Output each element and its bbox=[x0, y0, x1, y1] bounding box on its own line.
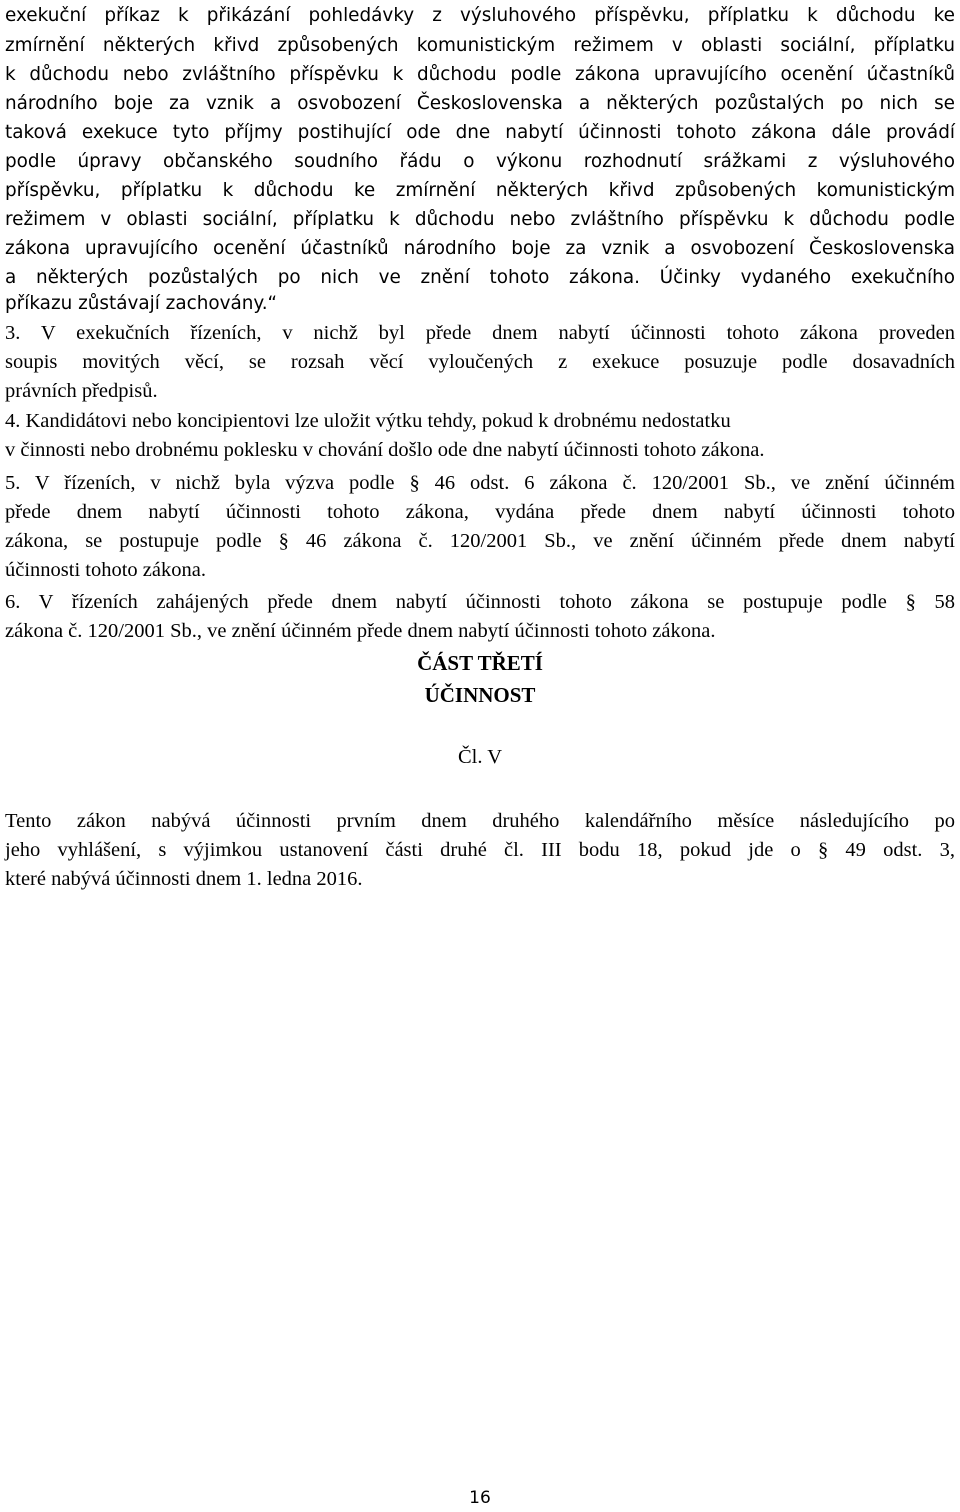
text-line: zmírnění některých křivd způsobených komunistickým režimem v oblasti sociální, příplatku bbox=[5, 35, 955, 56]
text-line: zákona upravujícího ocenění účastníků národního boje za vznik a osvobození Československa bbox=[5, 238, 955, 259]
paragraph-5-line: přede dnem nabytí účinnosti tohoto zákona, vydána přede dnem nabytí účinnosti tohoto bbox=[5, 501, 955, 523]
paragraph-3-line: 3. V exekučních řízeních, v nichž byl přede dnem nabytí účinnosti tohoto zákona proveden bbox=[5, 322, 955, 344]
text-line: exekuční příkaz k přikázání pohledávky z výsluhového příspěvku, příplatku k důchodu ke bbox=[5, 5, 955, 26]
text-line: podle úpravy občanského soudního řádu o výkonu rozhodnutí srážkami z výsluhového bbox=[5, 151, 955, 172]
paragraph-5-line: zákona, se postupuje podle § 46 zákona č. 120/2001 Sb., ve znění účinném přede dnem nabytí bbox=[5, 530, 955, 552]
final-paragraph-line: které nabývá účinnosti dnem 1. ledna 2016. bbox=[5, 868, 363, 890]
text-line: k důchodu nebo zvláštního příspěvku k důchodu podle zákona upravujícího ocenění účastníků bbox=[5, 64, 955, 85]
paragraph-3-line: soupis movitých věcí, se rozsah věcí vyloučených z exekuce posuzuje podle dosavadních bbox=[5, 351, 955, 373]
paragraph-4-line: v činnosti nebo drobnému poklesku v chování došlo ode dne nabytí účinnosti tohoto zákona. bbox=[5, 439, 765, 461]
part-subtitle: ÚČINNOST bbox=[424, 683, 536, 707]
text-line: a některých pozůstalých po nich ve znění tohoto zákona. Účinky vydaného exekučního bbox=[5, 267, 955, 288]
final-paragraph-line: Tento zákon nabývá účinnosti prvním dnem druhého kalendářního měsíce následujícího po bbox=[5, 810, 955, 832]
part-title: ČÁST TŘETÍ bbox=[417, 651, 543, 675]
text-line: režimem v oblasti sociální, příplatku k důchodu nebo zvláštního příspěvku k důchodu podle bbox=[5, 209, 955, 230]
article-title: Čl. V bbox=[457, 746, 503, 768]
paragraph-6-line: 6. V řízeních zahájených přede dnem nabytí účinnosti tohoto zákona se postupuje podle § 58 bbox=[5, 591, 955, 613]
text-line: národního boje za vznik a osvobození Československa a některých pozůstalých po nich se bbox=[5, 93, 955, 114]
paragraph-5-line: účinnosti tohoto zákona. bbox=[5, 559, 206, 581]
page-number: 16 bbox=[469, 1488, 491, 1508]
text-line: taková exekuce tyto příjmy postihující ode dne nabytí účinnosti tohoto zákona dále provádí bbox=[5, 122, 955, 143]
final-paragraph-line: jeho vyhlášení, s výjimkou ustanovení části druhé čl. III bodu 18, pokud jde o § 49 odst. 3, bbox=[5, 839, 955, 861]
text-line: příspěvku, příplatku k důchodu ke zmírnění některých křivd způsobených komunistickým bbox=[5, 180, 955, 201]
paragraph-3-line: právních předpisů. bbox=[5, 380, 158, 402]
paragraph-6-line: zákona č. 120/2001 Sb., ve znění účinném přede dnem nabytí účinnosti tohoto zákona. bbox=[5, 620, 716, 642]
text-line: příkazu zůstávají zachovány.“ bbox=[5, 293, 278, 314]
paragraph-4-line: 4. Kandidátovi nebo koncipientovi lze uložit výtku tehdy, pokud k drobnému nedostatku bbox=[5, 410, 731, 432]
paragraph-5-line: 5. V řízeních, v nichž byla výzva podle § 46 odst. 6 zákona č. 120/2001 Sb., ve znění účinném bbox=[5, 472, 955, 494]
